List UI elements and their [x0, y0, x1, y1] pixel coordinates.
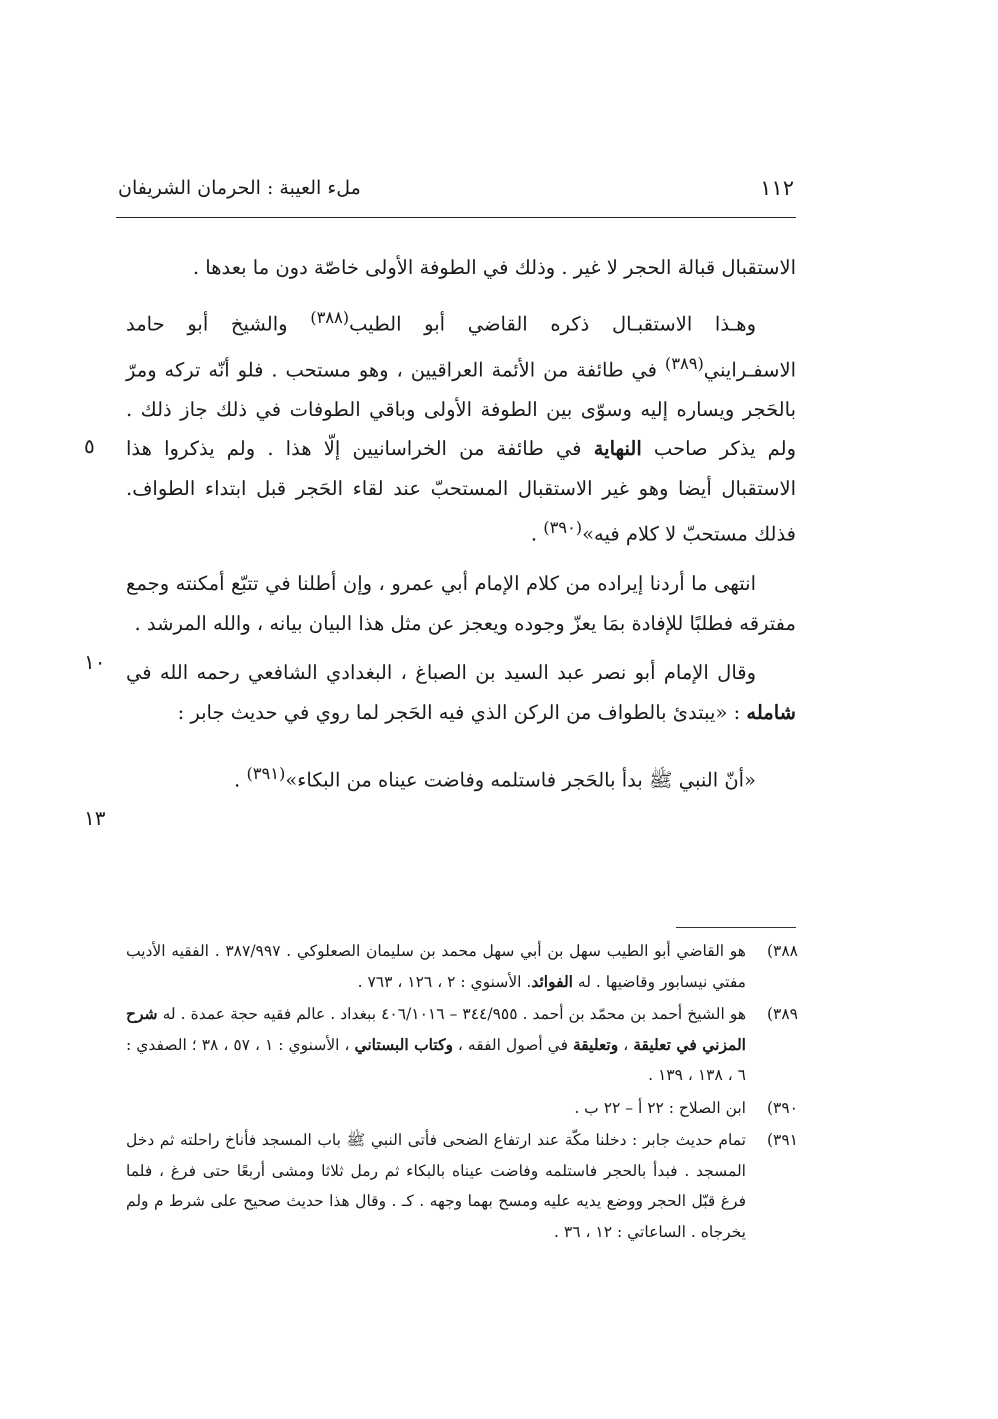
hadith-quote-text: «أنّ النبي ﷺ بدأ بالحَجر فاستلمه وفاضت عيناه من البكاء» [285, 768, 756, 792]
paragraph-2-part-a: وهـذا الاستقبـال ذكره القاضي أبو الطيب [349, 312, 756, 335]
book-title-taliqa: وتعليقة [572, 1034, 619, 1054]
footnote-number: ٣٨٩) [766, 1005, 798, 1023]
book-title-fawaid: الفوائد [531, 971, 573, 991]
footnote-ref-391: (٣٩١) [246, 764, 286, 783]
book-title-sharh-muzani: شرح المزني في تعليقة [126, 1004, 746, 1054]
hadith-quote-end: . [234, 768, 247, 792]
footnote-ref-390: (٣٩٠) [543, 518, 583, 537]
footnote-ref-389: (٣٨٩) [664, 353, 704, 373]
footnote-text-part: هو القاضي أبو الطيب سهل بن أبي سهل محمد بن سليمان الصعلوكي . ٣٨٧/٩٩٧ . الفقيه الأديب مفتي نيسابور وقاضيها . له [126, 942, 746, 991]
line-number-5: ٥ [84, 434, 95, 458]
footnote-text-part: ، [618, 1035, 634, 1054]
footnote-rule [676, 927, 796, 928]
paragraph-4-part-a: وقال الإمام أبو نصر عبد السيد بن الصباغ ، البغدادي الشافعي رحمه الله في [126, 661, 756, 684]
main-text [126, 248, 796, 800]
footnote-number: ٣٩١) [766, 1131, 798, 1149]
running-title: ملء العيبة : الحرمان الشريفان [118, 177, 361, 199]
paragraph-2-part-b: والشيخ أبو حامد الاسفـرايني [126, 312, 796, 381]
footnote-text: ابن الصلاح : ٢٢ أ – ٢٢ ب . [574, 1098, 746, 1117]
paragraph-2-part-d: في طائفة من الخراسانيين إلّا هذا . ولم يذكروا هذا الاستقبال أيضا وهو غير الاستقبال المستحبّ عند لقاء الحَجر قبل ابتداء الطواف. فذلك مستحبّ لا كلام فيه» [126, 437, 796, 546]
footnote-text [126, 999, 746, 1091]
paragraph-2-part-c: في طائفة من الأئمة العراقيين ، وهو مستحب . فلو أنّه تركه ومرّ بالحَجر ويساره إليه وسوّى بين الطوفة الأولى وباقي الطوفات في ذلك جاز ذلك . ولم يذكر صاحب [126, 358, 796, 460]
footnote-number: ٣٨٨) [766, 942, 798, 960]
footnotes [126, 936, 798, 1249]
paragraph-2-part-e: . [530, 522, 544, 546]
footnote-number: ٣٩٠) [766, 1098, 798, 1117]
footnote-388 [126, 936, 798, 997]
footnote-389 [126, 999, 798, 1091]
paragraph-3: انتهى ما أردنا إيراده من كلام الإمام أبي عمرو ، وإن أطلنا في تتبّع أمكنته وجمع مفترقه فطلبًا للإفادة بمَا يعزّ وجوده ويعجز عن مثل هذا البيان بيانه ، والله المرشد . [126, 572, 796, 635]
running-header [118, 168, 794, 208]
footnote-390 [126, 1093, 798, 1124]
paragraph-1: الاستقبال قبالة الحجر لا غير . وذلك في الطوفة الأولى خاصّة دون ما بعدها . [192, 256, 796, 279]
footnote-text-part: في أصول الفقه ، [452, 1035, 573, 1054]
line-number-13: ١٣ [84, 806, 106, 830]
footnote-text-part: هو الشيخ أحمد بن محمّد بن أحمد . ٣٤٤/٩٥٥ – ٤٠٦/١٠١٦ ببغداد . عالم فقيه حجة عمدة . له [157, 1005, 746, 1023]
footnote-text [126, 936, 746, 997]
paragraph-4 [126, 653, 796, 732]
paragraph-2 [126, 298, 796, 555]
book-title-bustani: وكتاب البستاني [354, 1034, 453, 1054]
footnote-text-part: . الأسنوي : ٢ ، ١٢٦ ، ٧٦٣ . [357, 972, 532, 991]
line-number-10: ١٠ [84, 650, 106, 674]
header-rule [116, 217, 796, 218]
book-title-shamil: شامله [746, 700, 796, 724]
hadith-quote [126, 754, 796, 800]
page-number: ١١٢ [760, 176, 794, 200]
footnote-text: تمام حديث جابر : دخلنا مكّة عند ارتفاع الضحى فأتى النبي ﷺ باب المسجد فأناخ راحلته ثم دخل المسجد . فبدأ بالحجر فاستلمه وفاضت عيناه بالبكاء ثم رمل ثلاثا ومشى أربعًا حتى فرغ ، فلما فرغ قبّل الحجر ووضع يديه عليه ومسح بهما وجهه . كـ . وقال هذا حديث صحيح على شرط ﻡ ولم يخرجاه . الساعاتي : ١٢ ، ٣٦ . [126, 1131, 746, 1241]
footnote-text-part: ، الأسنوي : ١ ، ٥٧ ، ٣٨ ؛ الصفدي : ٦ ، ١٣٨ ، ١٣٩ . [126, 1035, 746, 1084]
footnote-391 [126, 1125, 798, 1247]
paragraph-4-part-b: : «يبتدئ بالطواف من الركن الذي فيه الحَجر لما روي في حديث جابر : [177, 700, 747, 724]
book-title-nihaya: النهاية [593, 437, 642, 460]
footnote-ref-388: (٣٨٨) [310, 307, 350, 327]
